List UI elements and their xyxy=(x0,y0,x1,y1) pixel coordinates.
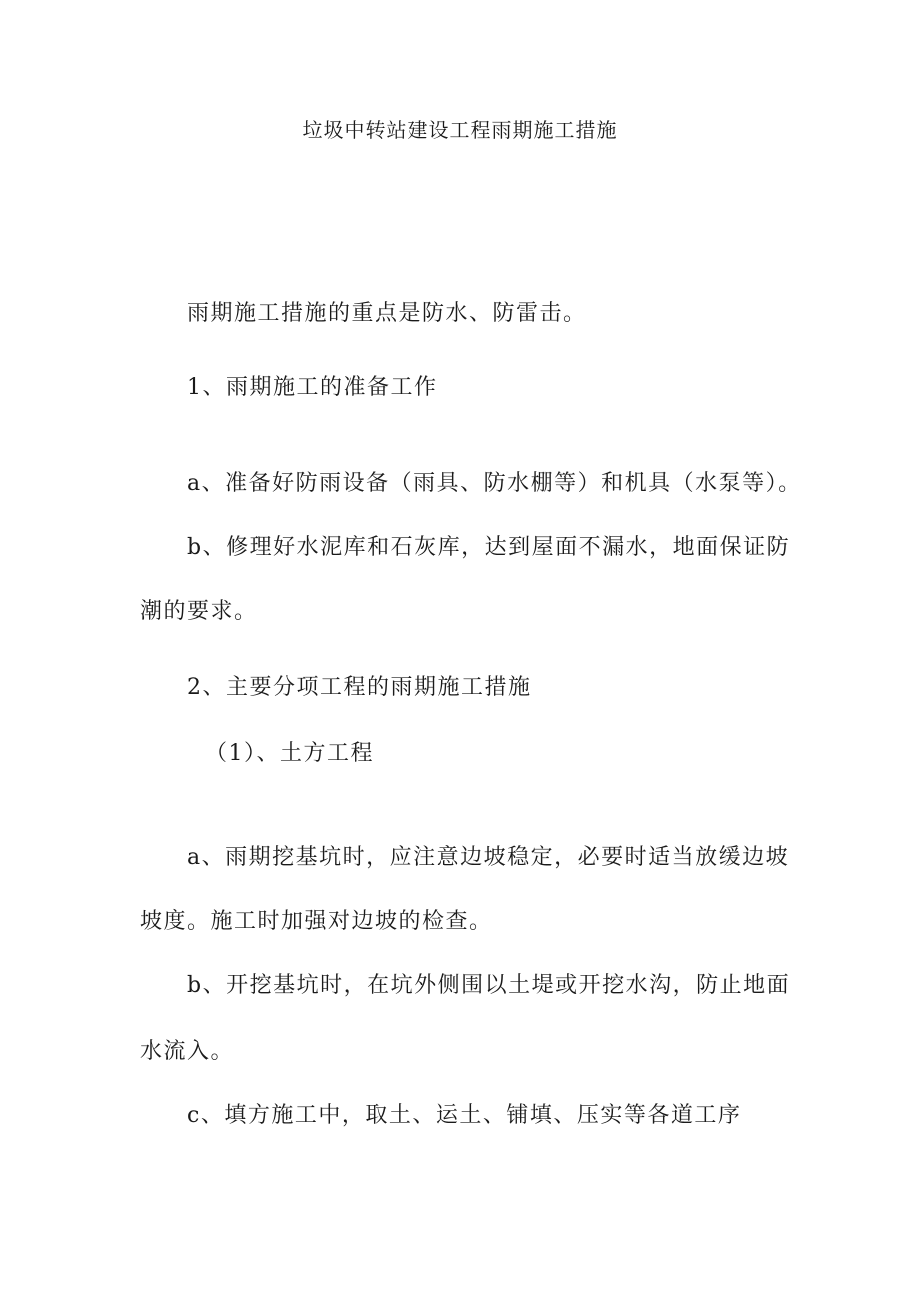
section-2-item-c-line-1: c、填方施工中，取土、运土、铺填、压实等各道工序 xyxy=(187,1103,742,1128)
section-2-item-b-line-2: 水流入。 xyxy=(140,1039,235,1064)
section-2-item-b-line-1: b、开挖基坑时，在坑外侧围以土堤或开挖水沟，防止地面 xyxy=(187,973,791,998)
section-1-item-a: a、准备好防雨设备（雨具、防水棚等）和机具（水泵等）。 xyxy=(187,471,802,496)
section-2-heading: 2、主要分项工程的雨期施工措施 xyxy=(187,675,532,700)
section-2-subheading: （1）、土方工程 xyxy=(205,741,374,766)
section-2-item-a-line-2: 坡度。施工时加强对边坡的检查。 xyxy=(140,909,493,934)
section-1-heading: 1、雨期施工的准备工作 xyxy=(187,375,438,400)
document-title: 垃圾中转站建设工程雨期施工措施 xyxy=(302,118,618,142)
section-1-item-b-line-2: 潮的要求。 xyxy=(140,599,258,624)
section-1-item-b-line-1: b、修理好水泥库和石灰库，达到屋面不漏水，地面保证防 xyxy=(187,535,791,560)
intro-paragraph: 雨期施工措施的重点是防水、防雷击。 xyxy=(187,301,587,326)
section-2-item-a-line-1: a、雨期挖基坑时，应注意边坡稳定，必要时适当放缓边坡 xyxy=(187,845,790,870)
